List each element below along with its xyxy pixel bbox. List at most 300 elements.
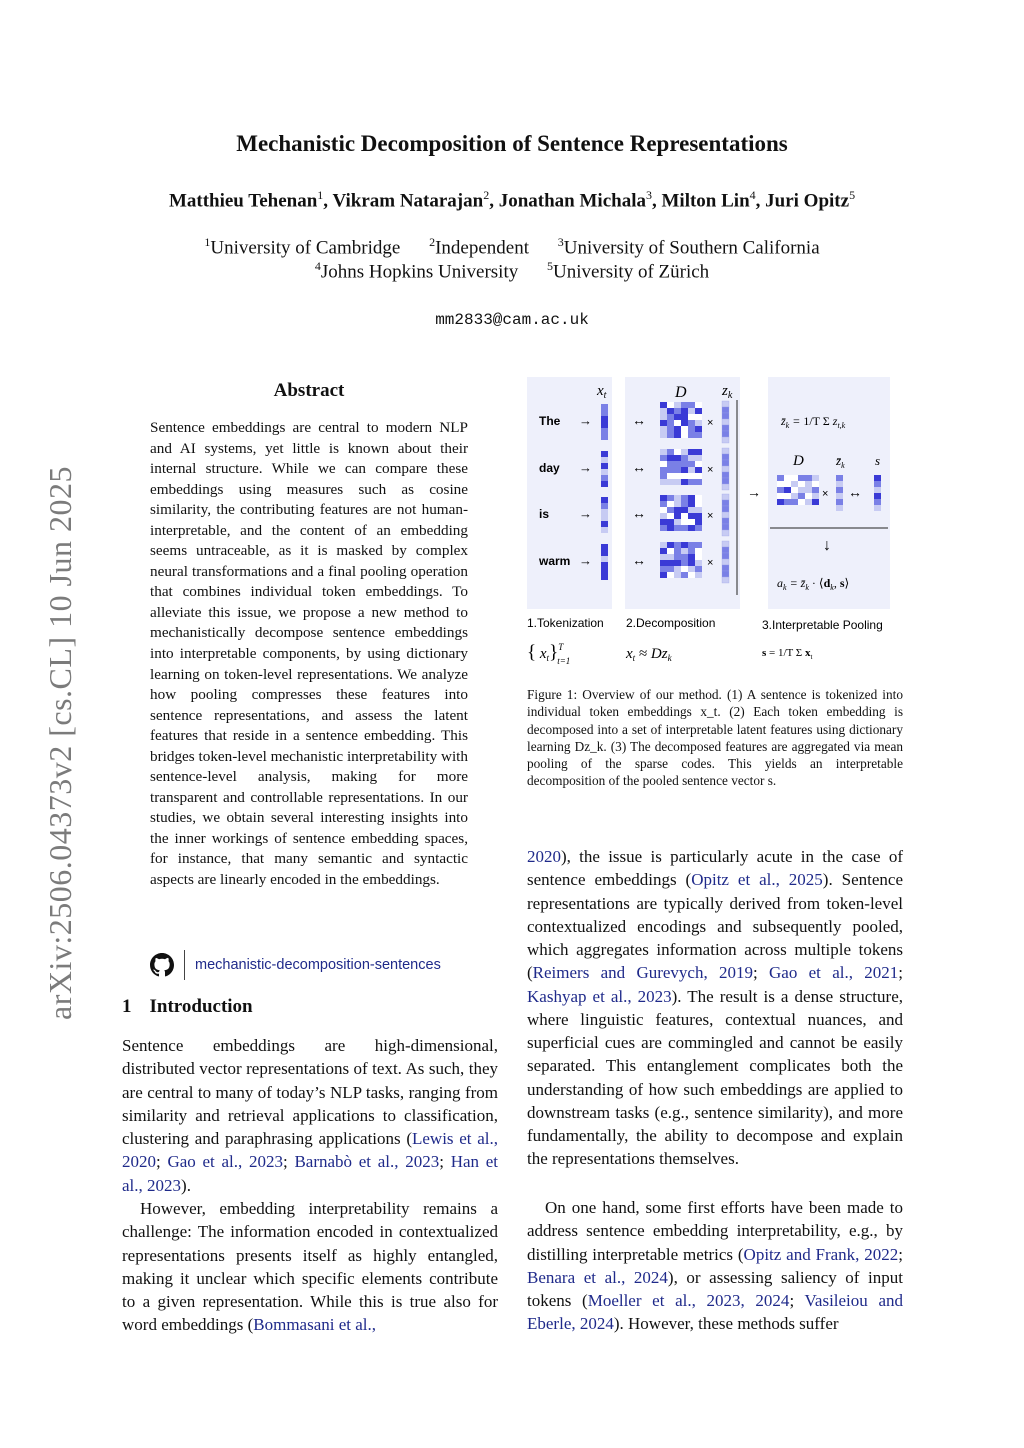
dictionary-cell [667, 479, 674, 485]
citation-link[interactable]: Lewis et al., 2020 [122, 1129, 498, 1172]
code-vector-cell [722, 524, 729, 530]
token-vector-cell [601, 422, 608, 428]
author-name: Juri Opitz [765, 190, 850, 212]
abstract-heading: Abstract [273, 380, 345, 401]
code-vector-cell [722, 484, 729, 490]
repo-link[interactable]: mechanistic-decomposition-sentences [195, 957, 441, 973]
pool-dictionary-cell [777, 499, 784, 505]
dictionary-cell [695, 408, 702, 414]
dictionary-cell [660, 432, 667, 438]
pooled-code-cell [836, 487, 843, 493]
dictionary-cell [660, 572, 667, 578]
abstract-body: Sentence embeddings are central to modern NLP and AI systems, yet little is known about their internal structure. While we can compare these embeddings using measures such as cosine similarity, the contributing features are not human-interpretable, and the content of an embedding seems untraceable, as it is masked by complex neural transformations and a final pooling operation that combines individual token embeddings. To alleviate this issue, we propose a new method to mechanistically decompose sentence embeddings into interpretable components, by using dictionary learning on token-level representations. We analyze how pooling compresses these features into sentence representations, and assess the latent features that reside in a sentence embedding. This bridges token-level mechanistic interpretability with sentence-level analysis, making for more transparent and controllable representations. In our studies, we obtain several interesting insights into the inner workings of sentence embedding spaces, for instance, that many semantic and syntactic aspects are linearly encoded in the embeddings. [150, 419, 468, 889]
citation-link[interactable]: Moeller et al., 2023, 2024 [587, 1291, 790, 1310]
times-icon: × [707, 464, 714, 476]
dictionary-cell [674, 507, 681, 513]
dictionary-cell [681, 455, 688, 461]
dictionary-cell [667, 548, 674, 554]
pool-dictionary-cell [784, 499, 791, 505]
code-vector-cell [722, 401, 729, 407]
sentence-vector-cell [874, 481, 881, 487]
dictionary-cell [667, 414, 674, 420]
section-number: 1 [122, 996, 132, 1017]
dictionary-cell [681, 461, 688, 467]
dictionary-cell [688, 495, 695, 501]
dictionary-cell [660, 461, 667, 467]
eq-ak: $a_k$ = $z̄_k$ · $⟨d_k$, s⟩ [777, 576, 850, 592]
dictionary-cell [695, 548, 702, 554]
dictionary-cell [681, 501, 688, 507]
dictionary-cell [660, 467, 667, 473]
tokenization-panel [527, 377, 612, 609]
dictionary-cell [674, 432, 681, 438]
sentence-vector-cell [874, 487, 881, 493]
github-icon [150, 953, 174, 977]
dictionary-cell [681, 495, 688, 501]
dictionary-cell [667, 542, 674, 548]
pool-dictionary-cell [812, 493, 819, 499]
sentence-vector-cell [874, 505, 881, 511]
dictionary-cell [695, 473, 702, 479]
times-icon: × [822, 488, 829, 500]
repo-link-row[interactable] [150, 950, 480, 980]
dictionary-cell [695, 572, 702, 578]
dictionary-cell [660, 513, 667, 519]
pool-label-s: s [875, 453, 881, 468]
author-name: Jonathan Michala [498, 190, 646, 212]
dictionary-cell [688, 560, 695, 566]
token-vector-cell [601, 410, 608, 416]
code-vector-cell [722, 448, 729, 454]
sentence-vector-cell [874, 499, 881, 505]
dictionary-cell [667, 501, 674, 507]
token-label: is [539, 507, 550, 521]
dictionary-cell [674, 414, 681, 420]
right-arrow-icon: → [579, 506, 592, 521]
token-vector-cell [601, 404, 608, 410]
dictionary-cell [688, 408, 695, 414]
dictionary-cell [695, 495, 702, 501]
token-vector-cell [601, 556, 608, 562]
code-vector-cell [722, 431, 729, 437]
right-arrow-icon: → [579, 553, 592, 568]
dictionary-cell [660, 479, 667, 485]
pool-dictionary-cell [791, 481, 798, 487]
citation-link[interactable]: Opitz et al., 2025 [691, 870, 823, 890]
dictionary-cell [681, 473, 688, 479]
token-vector-cell [601, 434, 608, 440]
dictionary-cell [674, 542, 681, 548]
token-vector-cell [601, 574, 608, 580]
dictionary-cell [695, 455, 702, 461]
dictionary-cell [688, 566, 695, 572]
author-list: Matthieu Tehenan$^1$, Vikram Natarajan$^2$, Jonathan Michala$^3$, Milton Lin$^4$, Juri Opitz$^5$ [168, 188, 856, 212]
pool-dictionary-cell [798, 487, 805, 493]
dictionary-cell [674, 449, 681, 455]
to-pooling-arrow-icon: → [747, 484, 761, 500]
repo-divider [184, 950, 185, 980]
dictionary-cell [660, 420, 667, 426]
dictionary-cell [688, 432, 695, 438]
dictionary-cell [688, 554, 695, 560]
dictionary-cell [674, 467, 681, 473]
affiliation: $^4$Johns Hopkins University [314, 259, 519, 283]
dictionary-cell [688, 501, 695, 507]
token-vector-cell [601, 550, 608, 556]
code-vector-cell [722, 559, 729, 565]
token-vector-cell [601, 475, 608, 481]
pool-dictionary-cell [805, 487, 812, 493]
dictionary-cell [674, 420, 681, 426]
dictionary-cell [674, 525, 681, 531]
dictionary-cell [674, 519, 681, 525]
dictionary-cell [681, 414, 688, 420]
dictionary-cell [674, 455, 681, 461]
paper-title: Mechanistic Decomposition of Sentence Representations [236, 131, 788, 156]
dictionary-cell [674, 426, 681, 432]
dictionary-cell [695, 542, 702, 548]
dictionary-cell [681, 408, 688, 414]
pool-dictionary-cell [777, 487, 784, 493]
code-vector-cell [722, 565, 729, 571]
dictionary-cell [674, 566, 681, 572]
dictionary-cell [695, 426, 702, 432]
dictionary-cell [681, 513, 688, 519]
dictionary-cell [681, 432, 688, 438]
arxiv-side-stamp: arXiv:2506.04373v2 [cs.CL] 10 Jun 2025 [42, 465, 78, 1020]
pooled-code-cell [836, 475, 843, 481]
dictionary-cell [674, 513, 681, 519]
pool-dictionary-cell [798, 493, 805, 499]
token-vector-cell [601, 457, 608, 463]
dictionary-cell [695, 554, 702, 560]
sentence-vector-cell [874, 493, 881, 499]
dictionary-cell [688, 473, 695, 479]
dictionary-cell [667, 513, 674, 519]
citation-link[interactable]: Gao et al., 2021 [769, 963, 899, 983]
dictionary-cell [660, 495, 667, 501]
citation-link[interactable]: Barnabò et al., 2023 [294, 1152, 440, 1172]
figure-1-caption [527, 686, 903, 790]
dictionary-cell [667, 473, 674, 479]
code-vector-cell [722, 419, 729, 425]
dictionary-cell [681, 542, 688, 548]
dictionary-cell [660, 449, 667, 455]
dictionary-cell [681, 449, 688, 455]
dictionary-cell [667, 519, 674, 525]
dictionary-cell [660, 455, 667, 461]
dictionary-cell [695, 432, 702, 438]
dictionary-cell [688, 426, 695, 432]
pool-dictionary-cell [791, 499, 798, 505]
author-affil-mark: 3 [645, 188, 652, 202]
citation-link[interactable]: Kashyap et al., 2023 [527, 986, 672, 1006]
pool-dictionary-cell [784, 493, 791, 499]
citation-link[interactable]: Benara et al., 2024 [527, 1267, 668, 1287]
dictionary-cell [695, 519, 702, 525]
dictionary-cell [674, 572, 681, 578]
token-vector-cell [601, 497, 608, 503]
pool-dictionary-cell [805, 499, 812, 505]
bidirectional-arrow-icon: ↔ [632, 412, 646, 428]
dictionary-cell [674, 479, 681, 485]
dictionary-cell [681, 420, 688, 426]
code-vector-cell [722, 407, 729, 413]
token-vector-cell [601, 481, 608, 487]
dictionary-cell [660, 501, 667, 507]
dictionary-cell [681, 467, 688, 473]
author-affil-mark: 5 [849, 188, 856, 202]
dictionary-cell [660, 473, 667, 479]
code-vector-cell [722, 512, 729, 518]
dictionary-cell [660, 408, 667, 414]
dictionary-cell [681, 479, 688, 485]
affiliation: $^2$Independent [429, 235, 529, 259]
dictionary-cell [681, 519, 688, 525]
pool-dictionary-cell [791, 487, 798, 493]
token-vector-cell [601, 568, 608, 574]
token-vector-cell [601, 521, 608, 527]
dictionary-cell [667, 408, 674, 414]
token-vector-cell [601, 451, 608, 457]
step-2-label: 2.Decomposition [626, 616, 716, 630]
pool-dictionary-cell [784, 487, 791, 493]
citation-link[interactable]: Gao et al., 2023 [167, 1152, 283, 1172]
author-affil-mark: 2 [483, 188, 490, 202]
dictionary-cell [660, 414, 667, 420]
dictionary-cell [674, 402, 681, 408]
dictionary-cell [688, 525, 695, 531]
right-arrow-icon: → [579, 460, 592, 475]
times-icon: × [707, 417, 714, 429]
dictionary-cell [681, 566, 688, 572]
dictionary-cell [660, 566, 667, 572]
right-paragraph-2: On one hand, some first efforts have been made to address sentence embedding interpretability, e.g., by distilling interpretable metrics (Opitz and Frank, 2022; Benara et al., 2024), or assessing saliency of input tokens (Moeller et al., 2023, 2024; Vasileiou and Eberle, 2024). However, these methods suffer [527, 1198, 903, 1334]
section-title: Introduction [149, 996, 253, 1017]
citation-link[interactable]: Opitz and Frank, 2022 [743, 1244, 899, 1264]
dictionary-cell [695, 414, 702, 420]
dictionary-cell [688, 507, 695, 513]
code-vector-cell [722, 466, 729, 472]
intro-paragraph-2: However, embedding interpretability remains a challenge: The information encoded in contextualized representations presents itself as highly entangled, making it unclear which specific elements contribute to a given representation. While this is true also for word embeddings (Bommasani et al., [122, 1199, 498, 1335]
pool-dictionary-cell [812, 499, 819, 505]
citation-link[interactable]: Vasileiou and Eberle, 2024 [527, 1291, 903, 1334]
dictionary-cell [674, 554, 681, 560]
token-vector-cell [601, 527, 608, 533]
code-vector-cell [722, 478, 729, 484]
dictionary-cell [667, 420, 674, 426]
pool-label-D: D [793, 453, 804, 469]
bidirectional-arrow-icon: ↔ [632, 505, 646, 521]
dictionary-cell [667, 572, 674, 578]
dictionary-cell [681, 507, 688, 513]
dictionary-cell [688, 420, 695, 426]
intro-paragraph-1: Sentence embeddings are high-dimensional, distributed vector representations of text. As such, they are central to many of today’s NLP tasks, ranging from similarity and retrieval applications to classification, clustering and paraphrasing applications (Lewis et al., 2020; Gao et al., 2023; Barnabò et al., 2023; Han et al., 2023). [122, 1036, 498, 1195]
pool-dictionary-cell [812, 481, 819, 487]
dictionary-cell [688, 519, 695, 525]
dictionary-cell [660, 525, 667, 531]
dictionary-cell [695, 461, 702, 467]
code-vector-cell [722, 472, 729, 478]
code-vector-cell [722, 571, 729, 577]
dictionary-cell [667, 449, 674, 455]
affiliation: $^3$University of Southern California [557, 235, 820, 259]
citation-link[interactable]: Han et al., 2023 [122, 1152, 498, 1195]
dictionary-cell [667, 566, 674, 572]
code-vector-cell [722, 506, 729, 512]
sentence-vector-cell [874, 475, 881, 481]
label-zk: $z_k$ [722, 383, 733, 401]
affiliation-line [0, 259, 1024, 283]
dictionary-cell [660, 548, 667, 554]
pool-dictionary-cell [812, 487, 819, 493]
dictionary-cell [695, 525, 702, 531]
dictionary-cell [688, 572, 695, 578]
pool-dictionary-cell [777, 481, 784, 487]
dictionary-cell [695, 501, 702, 507]
code-vector-cell [722, 553, 729, 559]
dictionary-cell [674, 560, 681, 566]
citation-link[interactable]: Reimers and Gurevych, 2019 [532, 963, 754, 983]
token-label: warm [539, 554, 571, 568]
pool-dictionary-cell [812, 475, 819, 481]
dictionary-cell [674, 473, 681, 479]
eq-tokenization: { $x_t\}^T$ t=1 [527, 642, 571, 666]
dictionary-cell [660, 402, 667, 408]
dictionary-cell [695, 513, 702, 519]
dictionary-cell [681, 548, 688, 554]
dictionary-cell [667, 432, 674, 438]
pool-dictionary-cell [798, 475, 805, 481]
section-heading-introduction [122, 996, 253, 1018]
eq-decomposition: $x_t \approx Dz_k$ [626, 646, 672, 663]
dictionary-cell [667, 495, 674, 501]
dictionary-cell [667, 467, 674, 473]
dictionary-cell [688, 455, 695, 461]
dictionary-cell [667, 560, 674, 566]
times-icon: × [707, 510, 714, 522]
dictionary-cell [681, 426, 688, 432]
pool-dictionary-cell [791, 475, 798, 481]
pool-dictionary-cell [784, 481, 791, 487]
token-vector-cell [601, 428, 608, 434]
bidirectional-arrow-icon: ↔ [632, 459, 646, 475]
dictionary-cell [667, 554, 674, 560]
author-affil-mark: 1 [317, 188, 324, 202]
affiliation: $^5$University of Zürich [546, 259, 710, 283]
dictionary-cell [674, 495, 681, 501]
right-arrow-icon: → [579, 413, 592, 428]
code-vector-cell [722, 413, 729, 419]
citation-link[interactable]: Bommasani et al., [253, 1315, 377, 1335]
pool-dictionary-cell [805, 475, 812, 481]
token-vector-cell [601, 544, 608, 550]
dictionary-cell [660, 542, 667, 548]
dictionary-cell [660, 507, 667, 513]
down-arrow-icon: ↓ [823, 537, 831, 554]
right-paragraph-1: 2020), the issue is particularly acute in the case of sentence embeddings (Opitz et al., 2025). Sentence representations are typically derived from token-level contextualized encodings and subsequently pooled, which aggregates information across multiple tokens (Reimers and Gurevych, 2019; Gao et al., 2021; Kashyap et al., 2023). The result is a dense structure, where linguistic features, contextual nuances, and superficial cues are commingled and cannot be easily separated. This entanglement complicates both the understanding of how such embeddings are applied to downstream tasks (e.g., sentence similarity), and more fundamentally, the ability to decompose and explain the representations themselves. [527, 847, 903, 1169]
dictionary-cell [674, 408, 681, 414]
pool-dictionary-cell [798, 499, 805, 505]
code-vector-cell [722, 460, 729, 466]
dictionary-cell [681, 525, 688, 531]
step-3-label: 3.Interpretable Pooling [762, 618, 883, 632]
dictionary-cell [688, 461, 695, 467]
code-vector-cell [722, 425, 729, 431]
times-icon: × [707, 557, 714, 569]
dictionary-cell [674, 501, 681, 507]
dictionary-cell [688, 479, 695, 485]
code-vector-cell [722, 541, 729, 547]
token-vector-cell [601, 469, 608, 475]
dictionary-cell [688, 402, 695, 408]
author-name: Matthieu Tehenan [168, 190, 318, 212]
dictionary-cell [695, 402, 702, 408]
token-vector-cell [601, 509, 608, 515]
code-vector-cell [722, 547, 729, 553]
code-vector-cell [722, 437, 729, 443]
token-vector-cell [601, 562, 608, 568]
dictionary-cell [681, 560, 688, 566]
code-vector-cell [722, 454, 729, 460]
dictionary-cell [667, 507, 674, 513]
dictionary-cell [674, 548, 681, 554]
dictionary-cell [695, 507, 702, 513]
citation-link[interactable]: 2020 [527, 847, 561, 866]
pooled-code-cell [836, 481, 843, 487]
dictionary-cell [667, 461, 674, 467]
code-vector-cell [722, 518, 729, 524]
code-vector-cell [722, 577, 729, 583]
token-vector-cell [601, 515, 608, 521]
pool-label-zbar: $z̄_k$ [836, 453, 845, 470]
dictionary-cell [660, 426, 667, 432]
caption-text: Overview of our method. (1) A sentence is tokenized into individual token embeddings x_t. (2) Each token embedding is decomposed into a set of interpretable latent features using dictionary learning Dz_k. (3) The decomposed features are aggregated via mean pooling of the sparse codes. This yields an interpretable decomposition of the pooled sentence vector s. [527, 687, 903, 789]
pool-dictionary-cell [805, 493, 812, 499]
pool-dictionary-cell [777, 493, 784, 499]
eq-pool-top: $z̄_k = 1/T$ Σ $z_{t,k}$ [781, 414, 846, 430]
dictionary-cell [660, 554, 667, 560]
token-vector-cell [601, 416, 608, 422]
author-name: Vikram Natarajan [332, 190, 484, 212]
dictionary-cell [695, 479, 702, 485]
author-affil-mark: 4 [749, 188, 756, 202]
code-vector-cell [722, 494, 729, 500]
author-name: Milton Lin [661, 190, 750, 212]
figure-1-method-overview [525, 375, 910, 675]
label-D: D [675, 384, 687, 401]
dictionary-cell [688, 449, 695, 455]
token-label: The [539, 414, 561, 428]
bidirectional-arrow-icon: ↔ [632, 552, 646, 568]
dictionary-cell [688, 513, 695, 519]
token-label: day [539, 461, 560, 475]
affiliation-line [0, 235, 1024, 259]
dictionary-cell [688, 548, 695, 554]
dictionary-cell [695, 467, 702, 473]
pooled-code-cell [836, 493, 843, 499]
dictionary-cell [688, 542, 695, 548]
token-vector-cell [601, 503, 608, 509]
pool-dictionary-cell [777, 475, 784, 481]
pooled-code-cell [836, 505, 843, 511]
bidirectional-arrow-icon: ↔ [848, 484, 862, 500]
code-vector-cell [722, 500, 729, 506]
affiliation: $^1$University of Cambridge [204, 235, 401, 259]
dictionary-cell [681, 554, 688, 560]
author-email[interactable]: mm2833@cam.ac.uk [435, 311, 589, 329]
code-vector-cell [722, 530, 729, 536]
